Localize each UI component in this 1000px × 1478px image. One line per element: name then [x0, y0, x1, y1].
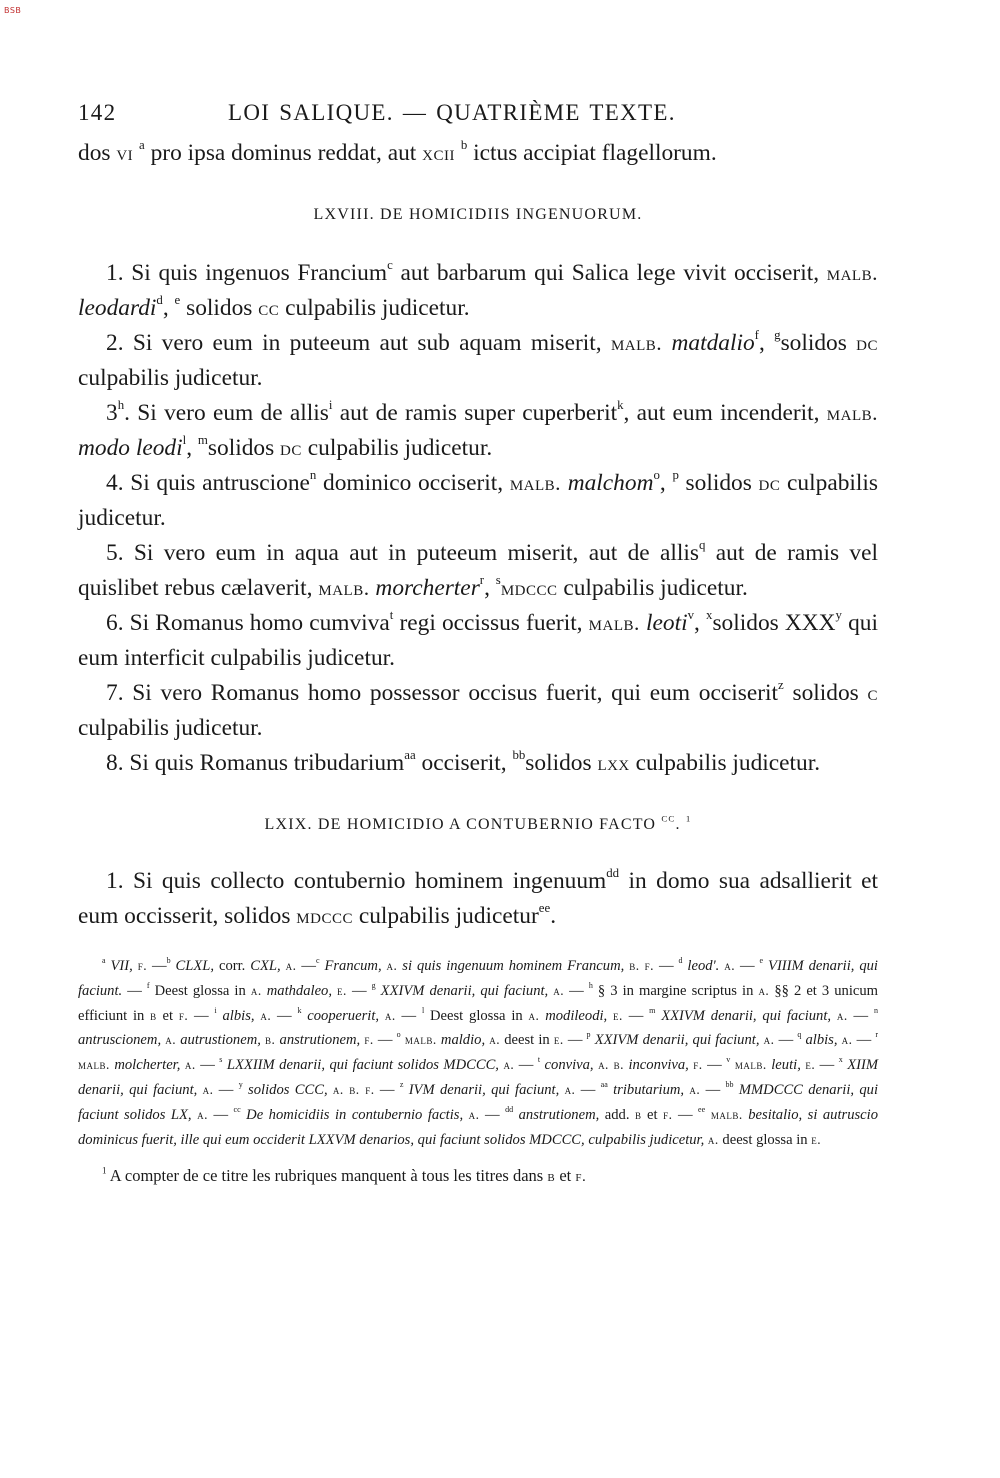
note-segment: a. — [260, 1007, 272, 1023]
note-segment: solidos CCC, — [242, 1081, 333, 1098]
main-text — [78, 136, 878, 934]
note-segment: — — [213, 1081, 239, 1098]
note-marker: b — [166, 956, 171, 966]
title-68-article-6: 6. Si Romanus homo cumviva$^t$ regi occissus fuerit, malb. leoti$^v$, $^x$solidos XXX$^y$ qui eum interficit culpabilis judicetur. — [78, 608, 879, 671]
note-segment: a. — [707, 1131, 719, 1147]
note-segment: a. — [553, 982, 565, 998]
note-segment: — — [815, 1057, 839, 1074]
note-marker: t — [537, 1055, 541, 1065]
note-segment: — — [847, 1007, 874, 1024]
note-segment: inconviva, — [623, 1057, 694, 1074]
note-segment: a. — [202, 1081, 214, 1097]
note-segment: — — [346, 982, 372, 999]
title-69-rubric: LXIX. DE HOMICIDIO A CONTUBERNIO FACTO $^{CC}$. $^1$ — [264, 813, 692, 833]
note-segment: e. — [811, 1131, 822, 1147]
note-segment: §§ 2 et 3 unicum efficiunt in — [78, 982, 879, 1024]
note-segment: a. — [841, 1032, 853, 1048]
note-segment: § 3 in margine scriptus in — [592, 982, 759, 999]
title-69-article-1: 1. Si quis collecto contubernio hominem ingenuum$^{dd}$ in domo sua adsallierit et eum occisserit, solidos mdccc culpabilis judicetur$^{ee}$. — [78, 866, 878, 929]
note-marker: y — [238, 1080, 243, 1090]
title-68-rubric: LXVIII. DE HOMICIDIIS INGENUORUM. — [313, 206, 643, 223]
title-68-article-4: 4. Si quis antruscione$^n$ dominico occiserit, malb. malchom$^o$, $^p$ solidos dc culpabilis judicetur. — [78, 468, 879, 531]
note-segment: — — [373, 1032, 397, 1049]
page-number: 142 — [78, 100, 117, 125]
note-segment: — — [575, 1081, 601, 1098]
running-title: LOI SALIQUE. — QUATRIÈME TEXTE. — [228, 100, 676, 125]
note-segment: Deest glossa in — [149, 982, 251, 999]
note-marker: g — [371, 980, 376, 990]
note-segment: — — [774, 1032, 798, 1049]
note-segment: anstrutionem, — [275, 1032, 365, 1049]
note-segment: a. — [184, 1057, 196, 1073]
note-segment: autrustionem, — [176, 1032, 266, 1049]
note-segment: a. — [197, 1106, 208, 1122]
note-segment: VIIIM denarii, qui faciunt. — [78, 958, 878, 999]
note-segment: — — [702, 1057, 727, 1074]
library-stamp: BSB — [4, 6, 22, 15]
note-segment: e. — [337, 982, 347, 998]
note-segment: malb. — [400, 1032, 437, 1048]
note-marker: aa — [600, 1080, 608, 1090]
note-segment: IVM denarii, qui faciunt, — [403, 1081, 565, 1098]
title-68-article-2: 2. Si vero eum in puteeum aut sub aquam miserit, malb. matdalio$^f$, $^g$solidos dc culpabilis judicetur. — [78, 328, 879, 391]
note-segment: a. — [564, 1081, 576, 1097]
note-segment: a. — [250, 982, 262, 998]
note-segment: a. — [503, 1057, 515, 1073]
note-segment: b. — [265, 1032, 276, 1048]
note-marker: h — [588, 980, 593, 990]
note-marker: r — [875, 1030, 879, 1040]
note-segment: a. — [528, 1007, 540, 1023]
note-segment: b — [635, 1106, 642, 1122]
note-segment: leod'. — [682, 958, 725, 974]
note-segment: tributarium, — [607, 1081, 690, 1098]
note-marker: x — [838, 1055, 843, 1065]
note-segment: Francum, — [319, 958, 387, 974]
note-marker: d — [678, 956, 683, 966]
note-marker: l — [421, 1005, 425, 1015]
note-segment: a. — [386, 958, 398, 973]
note-segment: b. f. — [629, 958, 655, 973]
note-segment: leuti, — [766, 1057, 806, 1074]
note-segment: f. — [178, 1007, 189, 1023]
note-segment: f. — [137, 958, 148, 973]
note-marker: c — [315, 956, 320, 966]
note-segment: malb. — [78, 1057, 110, 1073]
note-marker: f — [146, 980, 150, 990]
note-segment: a. — [384, 1007, 396, 1023]
note-segment: — — [395, 1007, 422, 1024]
note-marker: i — [214, 1005, 217, 1015]
note-segment: — — [122, 982, 147, 999]
note-segment: conviva, — [540, 1057, 599, 1074]
note-marker: q — [797, 1030, 802, 1040]
note-segment: modileodi, — [539, 1007, 614, 1024]
note-segment: CXL, — [250, 958, 286, 974]
continuation-paragraph: dos vi $^a$ pro ipsa dominus reddat, aut xcii $^b$ ictus accipiat flagellorum. — [78, 138, 717, 166]
note-marker: cc — [233, 1104, 241, 1114]
note-segment: — — [654, 958, 679, 974]
note-segment: a. — [758, 982, 770, 998]
note-segment: — — [271, 1007, 298, 1024]
note-segment: antruscionem, — [78, 1032, 166, 1049]
note-segment: XXIVM denarii, qui faciunt, — [590, 1032, 764, 1049]
critical-apparatus — [78, 954, 878, 1152]
note-segment: maldio, — [436, 1032, 490, 1049]
note-segment: f. — [364, 1032, 374, 1048]
note-segment: si quis ingenuum hominem Francum, — [397, 958, 630, 974]
note-segment: malb. — [705, 1106, 743, 1122]
note-segment: deest glossa in — [718, 1131, 812, 1148]
note-segment: — — [852, 1032, 876, 1049]
note-segment: — — [188, 1007, 215, 1024]
note-segment: VII, — [105, 958, 138, 974]
note-segment: CLXL, — [170, 958, 219, 974]
note-segment: a. — [468, 1106, 480, 1122]
note-segment: add. — [604, 1106, 635, 1123]
note-segment: e. — [613, 1007, 623, 1023]
note-segment: — — [195, 1057, 220, 1074]
footnote: $^1$ A compter de ce titre les rubriques manquent à tous les titres dans b et f. — [102, 1165, 587, 1186]
note-marker: n — [873, 1005, 878, 1015]
note-segment: mathdaleo, — [261, 982, 338, 999]
note-segment: De homicidiis in contubernio factis, — [240, 1106, 469, 1123]
note-marker: ee — [698, 1104, 706, 1114]
note-segment: — — [147, 958, 167, 974]
note-marker: v — [726, 1055, 731, 1065]
note-segment: — — [622, 1007, 650, 1024]
note-segment: molcherter, — [109, 1057, 185, 1074]
note-segment: LXXIIM denarii, qui faciunt solidos MDCCC, — [222, 1057, 504, 1074]
note-segment: a. — [489, 1032, 501, 1048]
note-segment: e. — [553, 1032, 564, 1048]
title-68-article-1: 1. Si quis ingenuos Francium$^c$ aut barbarum qui Salica lege vivit occiserit, malb. leodardi$^d$, $^e$ solidos cc culpabilis judicetur. — [78, 258, 878, 321]
title-68-article-8: 8. Si quis Romanus tribudarium$^{aa}$ occiserit, $^{bb}$solidos lxx culpabilis judicetur. — [106, 748, 821, 776]
title-68-article-3: 3$^h$. Si vero eum de allis$^i$ aut de ramis super cuperberit$^k$, aut eum incenderit, malb. modo leodi$^l$, $^m$solidos dc culpabilis judicetur. — [78, 398, 878, 461]
note-marker: p — [586, 1030, 591, 1040]
title-68-article-7: 7. Si vero Romanus homo possessor occisus fuerit, qui eum occiserit$^z$ solidos c culpabilis judicetur. — [78, 678, 879, 741]
note-segment: a. — [165, 1032, 177, 1048]
note-marker: dd — [505, 1104, 514, 1114]
note-segment: XIIM denarii, qui faciunt, — [78, 1057, 879, 1098]
note-segment: a. — [836, 1007, 848, 1023]
note-segment: albis, — [801, 1032, 842, 1049]
running-header — [78, 100, 878, 130]
note-segment: a. — [724, 958, 736, 973]
note-segment: deest in — [500, 1032, 554, 1049]
note-segment: — — [374, 1081, 400, 1098]
note-segment: cooperuerit, — [301, 1007, 385, 1024]
note-segment: XXIVM denarii, qui faciunt, — [655, 1007, 837, 1024]
note-marker: m — [649, 1005, 656, 1015]
note-marker: o — [396, 1030, 401, 1040]
note-segment: besitalio, si autruscio dominicus fuerit, ille qui eum occiderit LXXVM denarios, qui faciunt solidos MDCCC, culpabilis judicetur, — [78, 1106, 879, 1148]
note-segment: MMDCCC denarii, qui faciunt solidos LX, — [78, 1081, 879, 1123]
note-segment: — — [735, 958, 760, 974]
note-segment: — — [207, 1106, 234, 1123]
note-segment: — — [700, 1081, 726, 1098]
note-segment: et — [641, 1106, 664, 1123]
note-segment: corr. — [218, 958, 251, 974]
note-marker: s — [219, 1055, 223, 1065]
note-segment: — — [563, 1032, 587, 1049]
note-segment: et — [156, 1007, 179, 1024]
note-segment: anstrutionem, — [513, 1106, 605, 1123]
note-segment: — — [296, 958, 316, 974]
note-segment: e. — [805, 1057, 816, 1073]
note-segment: f. — [693, 1057, 703, 1073]
note-marker: z — [399, 1080, 404, 1090]
note-segment: b — [150, 1007, 157, 1023]
note-segment: a. — [285, 958, 297, 973]
note-segment: f. — [663, 1106, 673, 1122]
page — [78, 100, 878, 1186]
note-segment: a. — [689, 1081, 701, 1097]
note-segment: — — [564, 982, 589, 999]
title-68-article-5: 5. Si vero eum in aqua aut in puteeum miserit, aut de allis$^q$ aut de ramis vel quislibet rebus cælaverit, malb. morcherter$^r$, $^s$mdccc culpabilis judicetur. — [78, 538, 878, 601]
note-marker: k — [297, 1005, 302, 1015]
note-segment: — — [479, 1106, 506, 1123]
note-segment: Deest glossa in — [424, 1007, 529, 1024]
note-marker: bb — [725, 1080, 734, 1090]
note-segment: a. b. f. — [332, 1081, 375, 1097]
note-segment: malb. — [730, 1057, 767, 1073]
note-segment: — — [514, 1057, 538, 1074]
note-segment: albis, — [216, 1007, 261, 1024]
note-marker: a — [102, 956, 106, 966]
note-segment: a. — [763, 1032, 775, 1048]
note-segment: XXIVM denarii, qui faciunt, — [375, 982, 554, 999]
note-segment: a. b. — [598, 1057, 624, 1073]
note-segment: — — [672, 1106, 699, 1123]
note-marker: e — [759, 956, 764, 966]
